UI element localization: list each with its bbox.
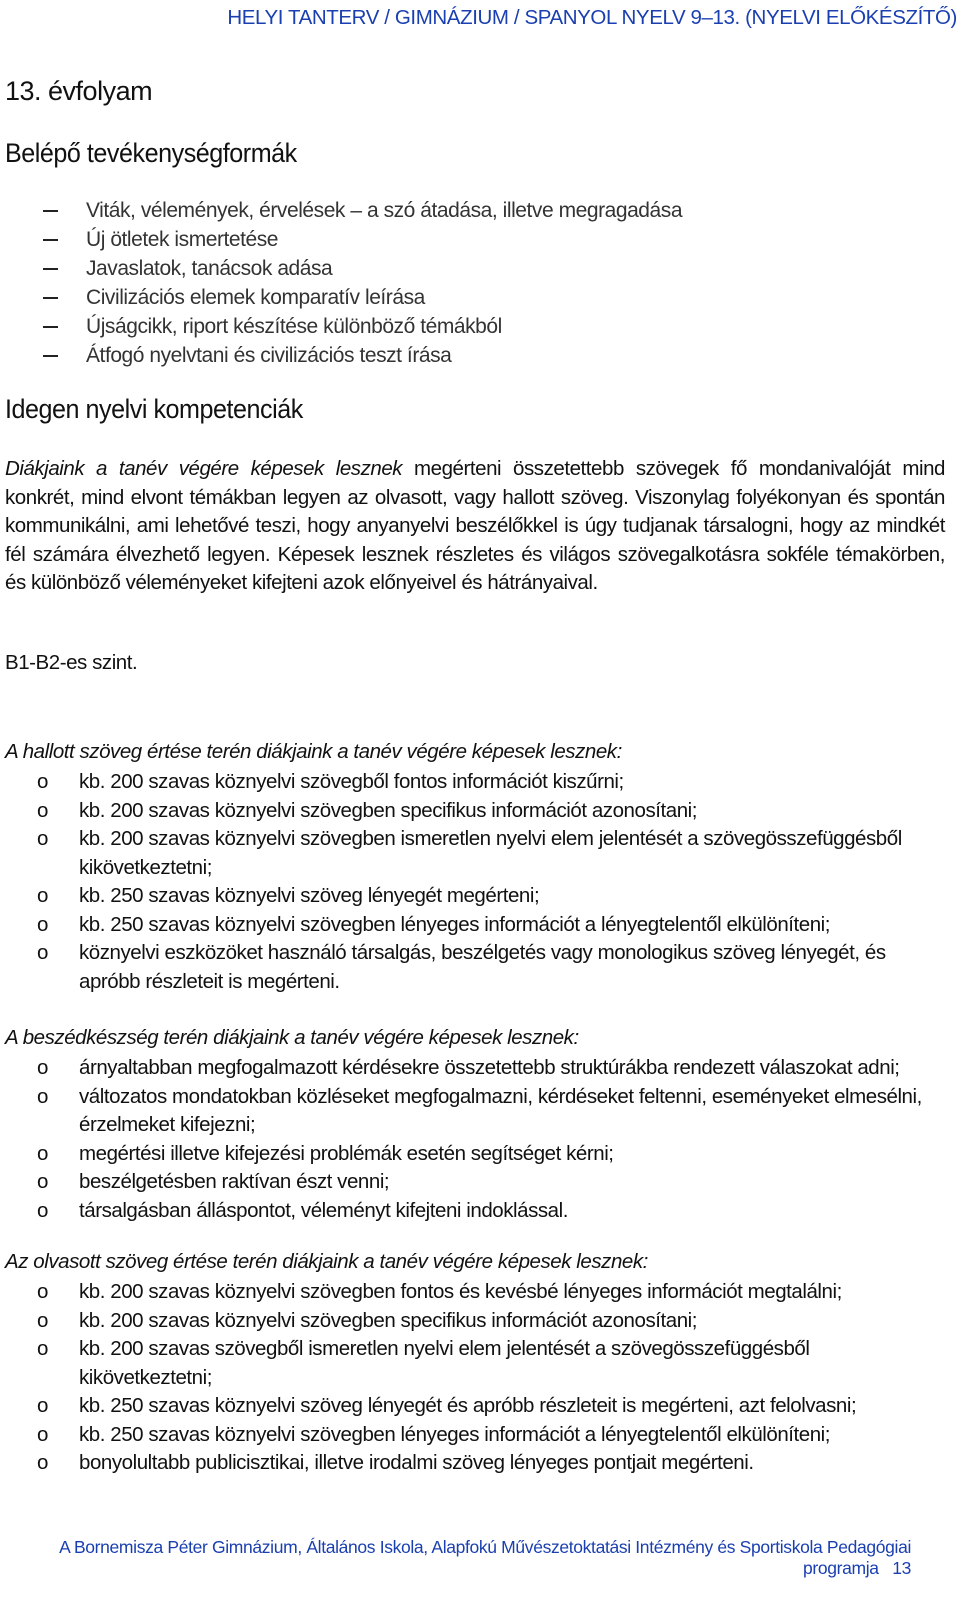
list-item: o köznyelvi eszközöket használó társalgás, beszélgetés vagy monologikus szöveg lényegét, és apróbb részleteit is megérteni. <box>37 941 886 993</box>
circle-bullet-icon: o <box>37 770 48 793</box>
list-item: o kb. 200 szavas szövegből ismeretlen nyelvi elem jelentését a szövegösszefüggésből kikövetkeztetni; <box>37 1337 810 1389</box>
circle-bullet-icon: o <box>37 1141 48 1165</box>
dash-bullet-icon <box>43 355 58 357</box>
list-item: Újságcikk, riport készítése különböző témákból <box>43 312 682 341</box>
list-item: o kb. 250 szavas köznyelvi szövegben lényeges információt a lényegtelentől elkülöníteni; <box>5 911 940 940</box>
competences-intro-italic: Diákjaink a tanév végére képesek lesznek <box>5 457 403 480</box>
circle-bullet-icon: o <box>37 912 48 936</box>
list-item: o kb. 250 szavas köznyelvi szöveg lényegét és apróbb részleteit is megérteni, azt felolvasni; <box>5 1392 940 1421</box>
dash-bullet-icon <box>43 210 58 212</box>
list-item: o megértési illetve kifejezési problémák esetén segítséget kérni; <box>5 1140 940 1169</box>
reading-list <box>5 1278 940 1478</box>
list-item: o bonyolultabb publicisztikai, illetve irodalmi szöveg lényeges pontjait megérteni. <box>5 1449 940 1478</box>
speaking-list <box>5 1054 940 1225</box>
list-item: Átfogó nyelvtani és civilizációs teszt írása <box>43 341 682 370</box>
page-footer <box>0 1537 911 1579</box>
list-item: Új ötletek ismertetése <box>43 225 682 254</box>
list-item: Viták, vélemények, érvelések – a szó átadása, illetve megragadása <box>43 196 682 225</box>
entry-activities-title: Belépő tevékenységformák <box>5 138 297 168</box>
listening-title: A hallott szöveg értése terén diákjaink a tanév végére képesek lesznek: <box>5 740 622 763</box>
list-item: Javaslatok, tanácsok adása <box>43 254 682 283</box>
list-item: o kb. 200 szavas köznyelvi szövegben ismeretlen nyelvi elem jelentését a szövegösszefüggésből kikövetkeztetni; <box>37 827 902 879</box>
circle-bullet-icon: o <box>37 884 48 907</box>
circle-bullet-icon: o <box>37 1056 48 1079</box>
circle-bullet-icon: o <box>37 1337 48 1360</box>
competences-intro-text: megérteni összetettebb szövegek fő mondanivalóját mind konkrét, mind elvont témákban legyen az olvasott, vagy hallott szöveg. Viszonylag folyékonyan és spontán kommunikálni, ami lehetővé teszi, hogy anyanyelvi beszélőkkel is úgy tudjanak társalogni, hogy az mindkét fél számára élvezhető legyen. Képesek lesznek részletes és világos szövegalkotásra sokféle témakörben, és különböző véleményeket kifejteni azok előnyeivel és hátrányaival. <box>5 457 945 594</box>
circle-bullet-icon: o <box>37 1308 48 1332</box>
circle-bullet-icon: o <box>37 827 48 850</box>
list-item: o kb. 200 szavas köznyelvi szövegben fontos és kevésbé lényeges információt megtalálni; <box>5 1278 940 1307</box>
reading-title: Az olvasott szöveg értése terén diákjaink a tanév végére képesek lesznek: <box>5 1250 648 1273</box>
circle-bullet-icon: o <box>37 1451 48 1474</box>
circle-bullet-icon: o <box>37 798 48 822</box>
circle-bullet-icon: o <box>37 1280 48 1303</box>
grade-title: 13. évfolyam <box>5 76 153 106</box>
list-item: o beszélgetésben raktívan észt venni; <box>5 1168 940 1197</box>
list-item: o kb. 250 szavas köznyelvi szöveg lényegét megérteni; <box>5 882 940 911</box>
list-item: o árnyaltabban megfogalmazott kérdésekre összetettebb struktúrákba rendezett válaszokat adni; <box>5 1054 940 1083</box>
dash-bullet-icon <box>43 297 58 299</box>
list-item: o kb. 200 szavas köznyelvi szövegből fontos információt kiszűrni; <box>5 768 940 797</box>
list-item: o társalgásban álláspontot, véleményt kifejteni indoklással. <box>5 1197 940 1226</box>
page-number: 13 <box>892 1558 911 1578</box>
competences-paragraph <box>5 455 945 598</box>
language-level: B1-B2-es szint. <box>5 651 138 674</box>
footer-text: A Bornemisza Péter Gimnázium, Általános Iskola, Alapfokú Művészetoktatási Intézmény és Sportiskola Pedagógiai programja <box>59 1537 911 1578</box>
dash-bullet-icon <box>43 239 58 241</box>
circle-bullet-icon: o <box>37 1170 48 1193</box>
circle-bullet-icon: o <box>37 1084 48 1108</box>
circle-bullet-icon: o <box>37 941 48 964</box>
circle-bullet-icon: o <box>37 1394 48 1417</box>
dash-bullet-icon <box>43 268 58 270</box>
dash-bullet-icon <box>43 326 58 328</box>
circle-bullet-icon: o <box>37 1422 48 1446</box>
list-item: o kb. 200 szavas köznyelvi szövegben specifikus információt azonosítani; <box>5 797 940 826</box>
running-header: HELYI TANTERV / GIMNÁZIUM / SPANYOL NYELV 9–13. (NYELVI ELŐKÉSZÍTŐ) <box>227 6 957 29</box>
entry-activities-list <box>43 196 682 370</box>
list-item: o kb. 200 szavas köznyelvi szövegben specifikus információt azonosítani; <box>5 1307 940 1336</box>
list-item: o kb. 250 szavas köznyelvi szövegben lényeges információt a lényegtelentől elkülöníteni; <box>5 1421 940 1450</box>
list-item: Civilizációs elemek komparatív leírása <box>43 283 682 312</box>
competences-title: Idegen nyelvi kompetenciák <box>5 394 303 424</box>
speaking-title: A beszédkészség terén diákjaink a tanév végére képesek lesznek: <box>5 1026 579 1049</box>
circle-bullet-icon: o <box>37 1198 48 1222</box>
list-item: o változatos mondatokban közléseket megfogalmazni, kérdéseket feltenni, eseményeket elmesélni, érzelmeket kifejezni; <box>37 1084 922 1136</box>
listening-list <box>5 768 940 996</box>
